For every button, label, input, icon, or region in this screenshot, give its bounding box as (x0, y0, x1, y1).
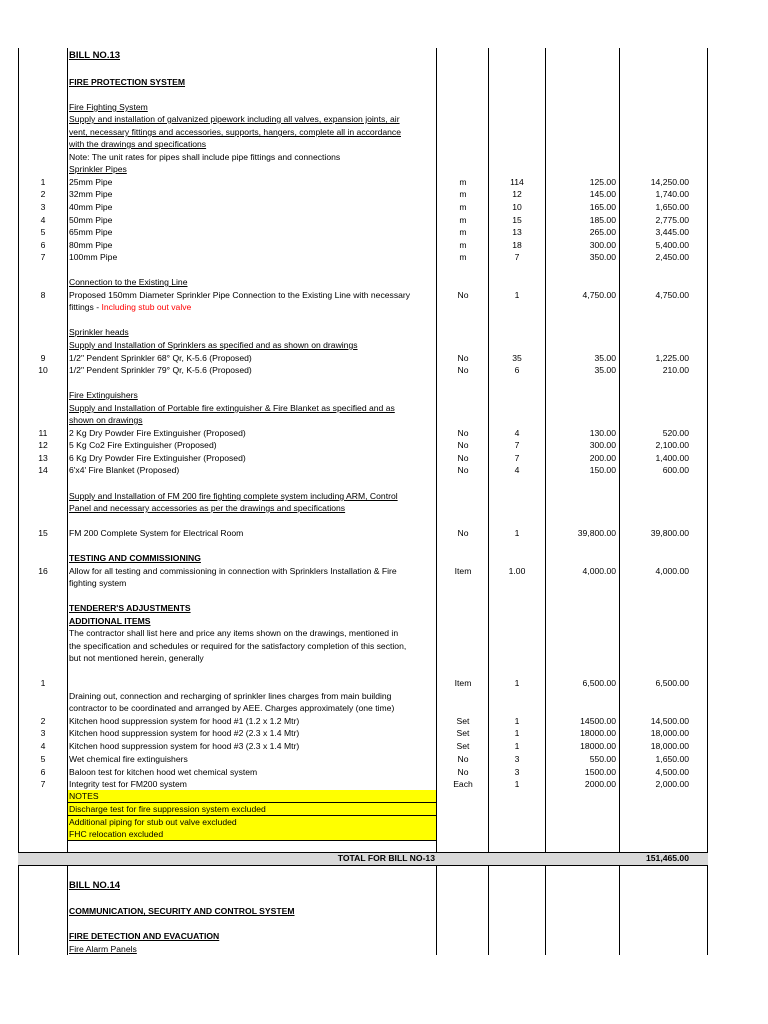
grid-line (18, 48, 19, 955)
amount-cell: 520.00 (662, 428, 689, 438)
total-label: TOTAL FOR BILL NO-13 (337, 853, 435, 863)
panels-heading: Fire Alarm Panels (69, 944, 137, 954)
amount-cell: 39,800.00 (650, 528, 689, 538)
qty-cell: 4 (514, 428, 520, 438)
amount-cell: 14,250.00 (650, 177, 689, 187)
fm200-supply-text: Panel and necessary accessories as per the drawings and specifications (69, 503, 346, 513)
rate-cell: 150.00 (589, 465, 616, 475)
amount-cell: 18,000.00 (650, 741, 689, 751)
item-number: 15 (38, 528, 48, 538)
item-number: 4 (40, 215, 46, 225)
rate-cell: 125.00 (589, 177, 616, 187)
unit-cell: No (457, 528, 469, 538)
additional-text: but not mentioned herein, generally (69, 653, 204, 663)
note-text: Note: The unit rates for pipes shall include pipe fittings and connections (69, 152, 341, 162)
qty-cell: 4 (514, 465, 520, 475)
item-description: 40mm Pipe (69, 202, 113, 212)
grid-line (619, 48, 620, 955)
unit-cell: Item (454, 678, 472, 688)
qty-cell: 7 (514, 440, 520, 450)
tenderer-heading: TENDERER'S ADJUSTMENTS (69, 603, 191, 613)
rate-cell: 185.00 (589, 215, 616, 225)
rate-cell: 350.00 (589, 252, 616, 262)
amount-cell: 4,750.00 (655, 290, 689, 300)
item-description: 32mm Pipe (69, 189, 113, 199)
item-number: 10 (38, 365, 48, 375)
item-description: FM 200 Complete System for Electrical Room (69, 528, 244, 538)
bill-title: BILL NO.14 (69, 880, 121, 891)
item-description: 1/2" Pendent Sprinkler 79° Qr, K-5.6 (Proposed) (69, 365, 252, 375)
qty-cell: 1 (514, 528, 520, 538)
section-title: COMMUNICATION, SECURITY AND CONTROL SYSTEM (69, 906, 295, 916)
red-note: Including stub out valve (101, 302, 192, 312)
item-description: Baloon test for kitchen hood wet chemical system (69, 767, 258, 777)
unit-cell: m (459, 227, 467, 237)
item-number: 2 (40, 716, 46, 726)
unit-cell: m (459, 240, 467, 250)
rate-cell: 4,000.00 (582, 566, 616, 576)
item-number: 1 (40, 177, 46, 187)
section-title: FIRE PROTECTION SYSTEM (69, 77, 186, 87)
item-number: 3 (40, 202, 46, 212)
additional-text: the specification and schedules or required for the satisfactory completion of this section, (69, 641, 407, 651)
item-description: 6'x4' Fire Blanket (Proposed) (69, 465, 180, 475)
unit-cell: Each (453, 779, 473, 789)
subsection-title: FIRE DETECTION AND EVACUATION (69, 931, 220, 941)
qty-cell: 12 (512, 189, 522, 199)
item-description: 25mm Pipe (69, 177, 113, 187)
rate-cell: 165.00 (589, 202, 616, 212)
notes-heading: NOTES (69, 791, 99, 801)
unit-cell: No (457, 767, 469, 777)
unit-cell: Set (456, 728, 470, 738)
additional-heading: ADDITIONAL ITEMS (69, 616, 151, 626)
fm200-supply-text: Supply and Installation of FM 200 fire fighting complete system including ARM, Control (69, 491, 398, 501)
item-description: 1/2" Pendent Sprinkler 68° Qr, K-5.6 (Proposed) (69, 353, 252, 363)
item-number: 1 (40, 678, 46, 688)
item-description (69, 301, 436, 314)
item-description: Kitchen hood suppression system for hood #1 (1.2 x 1.2 Mtr) (69, 716, 300, 726)
amount-cell: 600.00 (662, 465, 689, 475)
grid-line (488, 48, 489, 955)
amount-cell: 1,400.00 (655, 453, 689, 463)
amount-cell: 1,650.00 (655, 202, 689, 212)
item-number: 9 (40, 353, 46, 363)
unit-cell: No (457, 453, 469, 463)
qty-cell: 1 (514, 741, 520, 751)
item-description: Wet chemical fire extinguishers (69, 754, 188, 764)
qty-cell: 13 (512, 227, 522, 237)
unit-cell: m (459, 202, 467, 212)
supply-text: Supply and installation of galvanized pipework including all valves, expansion joints, air (69, 114, 400, 124)
item-description: 2 Kg Dry Powder Fire Extinguisher (Proposed) (69, 428, 246, 438)
amount-cell: 1,740.00 (655, 189, 689, 199)
supply-text: with the drawings and specifications (69, 139, 207, 149)
rate-cell: 300.00 (589, 440, 616, 450)
qty-cell: 10 (512, 202, 522, 212)
qty-cell: 3 (514, 754, 520, 764)
rate-cell: 145.00 (589, 189, 616, 199)
extinguishers-heading: Fire Extinguishers (69, 390, 138, 400)
item-description: Kitchen hood suppression system for hood #3 (2.3 x 1.4 Mtr) (69, 741, 300, 751)
amount-cell: 6,500.00 (655, 678, 689, 688)
item-number: 4 (40, 741, 46, 751)
description-text: fittings - (69, 302, 102, 312)
item-number: 2 (40, 189, 46, 199)
item-description: Kitchen hood suppression system for hood #2 (2.3 x 1.4 Mtr) (69, 728, 300, 738)
amount-cell: 2,100.00 (655, 440, 689, 450)
draining-text: Draining out, connection and recharging of sprinkler lines charges from main building (69, 691, 392, 701)
unit-cell: No (457, 365, 469, 375)
sprinkler-pipes-heading: Sprinkler Pipes (69, 164, 127, 174)
item-description: 65mm Pipe (69, 227, 113, 237)
qty-cell: 1 (514, 716, 520, 726)
qty-cell: 7 (514, 453, 520, 463)
heads-heading: Sprinkler heads (69, 327, 129, 337)
unit-cell: Item (454, 566, 472, 576)
qty-cell: 1 (514, 728, 520, 738)
bill-title: BILL NO.13 (69, 50, 121, 61)
rate-cell: 550.00 (589, 754, 616, 764)
testing-heading: TESTING AND COMMISSIONING (69, 553, 201, 563)
item-description: Proposed 150mm Diameter Sprinkler Pipe Connection to the Existing Line with necessary (69, 290, 411, 300)
amount-cell: 3,445.00 (655, 227, 689, 237)
amount-cell: 2,000.00 (655, 779, 689, 789)
unit-cell: m (459, 189, 467, 199)
unit-cell: m (459, 177, 467, 187)
unit-cell: m (459, 252, 467, 262)
unit-cell: No (457, 428, 469, 438)
amount-cell: 4,000.00 (655, 566, 689, 576)
unit-cell: Set (456, 716, 470, 726)
item-number: 5 (40, 754, 46, 764)
item-number: 6 (40, 240, 46, 250)
item-description: Allow for all testing and commissioning in connection with Sprinklers Installation & Fire (69, 566, 397, 576)
item-number: 12 (38, 440, 48, 450)
rate-cell: 6,500.00 (582, 678, 616, 688)
rate-cell: 39,800.00 (577, 528, 616, 538)
item-description: Integrity test for FM200 system (69, 779, 187, 789)
unit-cell: No (457, 754, 469, 764)
draining-text: contractor to be coordinated and arranged by AEE. Charges approximately (one time) (69, 703, 395, 713)
unit-cell: No (457, 353, 469, 363)
ext-supply-text: Supply and Installation of Portable fire extinguisher & Fire Blanket as specified and as (69, 403, 395, 413)
item-number: 16 (38, 566, 48, 576)
qty-cell: 1 (514, 779, 520, 789)
connection-heading: Connection to the Existing Line (69, 277, 188, 287)
amount-cell: 210.00 (662, 365, 689, 375)
amount-cell: 18,000.00 (650, 728, 689, 738)
item-number: 3 (40, 728, 46, 738)
qty-cell: 1 (514, 678, 520, 688)
item-description: 80mm Pipe (69, 240, 113, 250)
rate-cell: 18000.00 (580, 741, 616, 751)
unit-cell: No (457, 440, 469, 450)
subsection-title: Fire Fighting System (69, 102, 148, 112)
unit-cell: Set (456, 741, 470, 751)
rate-cell: 265.00 (589, 227, 616, 237)
item-number: 7 (40, 779, 46, 789)
supply-text: vent, necessary fittings and accessories, supports, hangers, complete all in accordance (69, 127, 401, 137)
note-item: Additional piping for stub out valve excluded (69, 817, 237, 827)
rate-cell: 18000.00 (580, 728, 616, 738)
amount-cell: 2,775.00 (655, 215, 689, 225)
rate-cell: 2000.00 (584, 779, 616, 789)
heads-supply-text: Supply and Installation of Sprinklers as specified and as shown on drawings (69, 340, 358, 350)
item-number: 5 (40, 227, 46, 237)
item-description: fighting system (69, 578, 127, 588)
rate-cell: 1500.00 (584, 767, 616, 777)
item-description: 5 Kg Co2 Fire Extinguisher (Proposed) (69, 440, 217, 450)
qty-cell: 1.00 (508, 566, 526, 576)
qty-cell: 1 (514, 290, 520, 300)
item-description: 6 Kg Dry Powder Fire Extinguisher (Proposed) (69, 453, 246, 463)
rate-cell: 35.00 (594, 365, 616, 375)
item-number: 8 (40, 290, 46, 300)
unit-cell: No (457, 290, 469, 300)
qty-cell: 15 (512, 215, 522, 225)
qty-cell: 7 (514, 252, 520, 262)
total-amount: 151,465.00 (645, 853, 689, 863)
rate-cell: 35.00 (594, 353, 616, 363)
additional-text: The contractor shall list here and price any items shown on the drawings, mentioned in (69, 628, 399, 638)
item-number: 13 (38, 453, 48, 463)
qty-cell: 35 (512, 353, 522, 363)
ext-supply-text: shown on drawings (69, 415, 143, 425)
item-number: 14 (38, 465, 48, 475)
note-item: FHC relocation excluded (69, 829, 164, 839)
unit-cell: m (459, 215, 467, 225)
item-description: 100mm Pipe (69, 252, 118, 262)
grid-line (707, 48, 708, 955)
rate-cell: 4,750.00 (582, 290, 616, 300)
amount-cell: 14,500.00 (650, 716, 689, 726)
item-number: 11 (38, 428, 48, 438)
grid-line (436, 48, 437, 955)
amount-cell: 1,650.00 (655, 754, 689, 764)
item-number: 6 (40, 767, 46, 777)
qty-cell: 6 (514, 365, 520, 375)
amount-cell: 4,500.00 (655, 767, 689, 777)
amount-cell: 2,450.00 (655, 252, 689, 262)
rate-cell: 200.00 (589, 453, 616, 463)
unit-cell: No (457, 465, 469, 475)
note-item: Discharge test for fire suppression system excluded (69, 804, 266, 814)
item-description: 50mm Pipe (69, 215, 113, 225)
rate-cell: 300.00 (589, 240, 616, 250)
qty-cell: 114 (510, 177, 524, 187)
rate-cell: 130.00 (589, 428, 616, 438)
rate-cell: 14500.00 (580, 716, 616, 726)
qty-cell: 3 (514, 767, 520, 777)
item-number: 7 (40, 252, 46, 262)
amount-cell: 5,400.00 (655, 240, 689, 250)
qty-cell: 18 (512, 240, 522, 250)
amount-cell: 1,225.00 (655, 353, 689, 363)
